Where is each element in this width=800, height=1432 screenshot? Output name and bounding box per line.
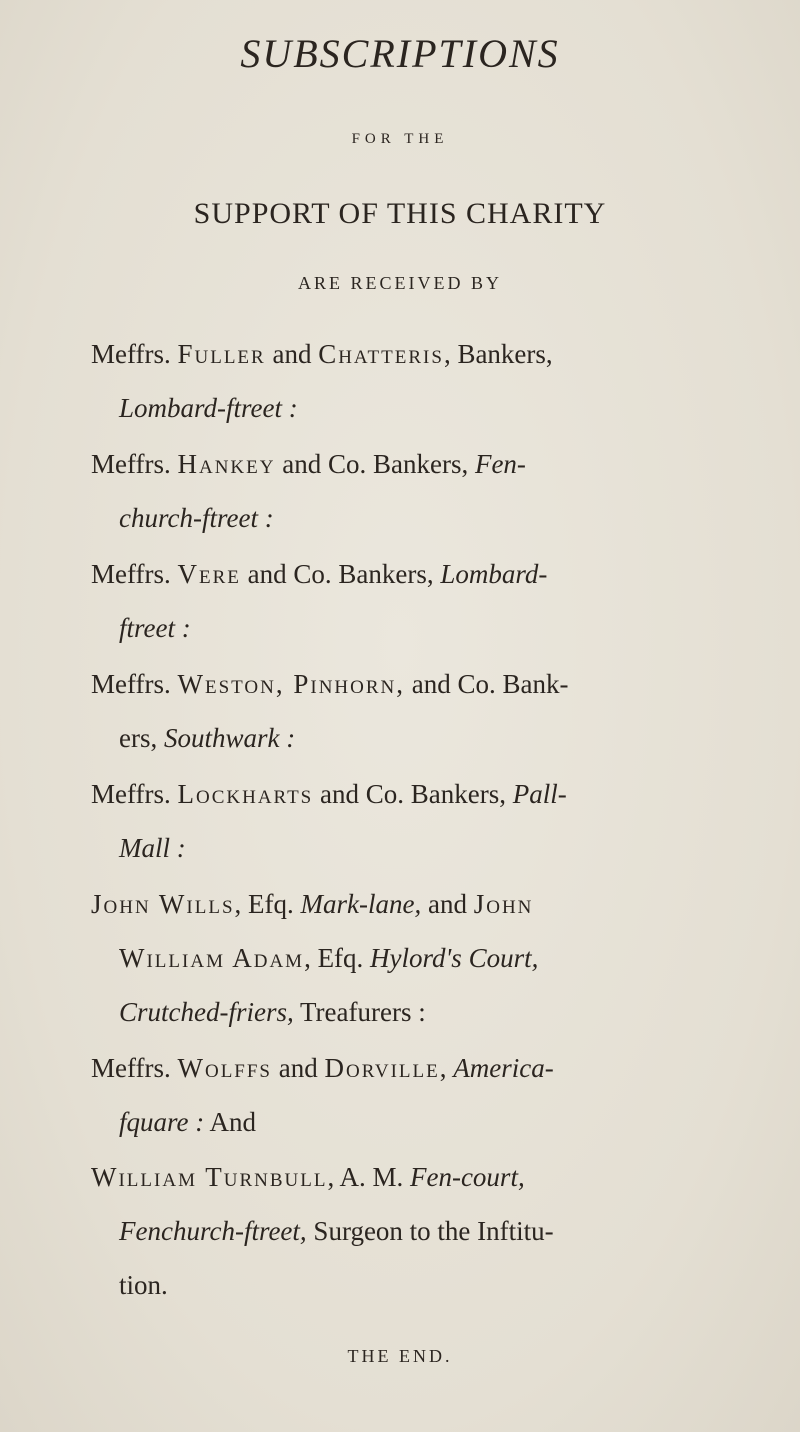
name-fuller: Fuller: [177, 339, 266, 369]
entry-turnbull-line3: tion.: [119, 1270, 168, 1300]
entry-wolffs-line2: [119, 1105, 256, 1139]
entry-wolffs-line1: [91, 1051, 554, 1085]
place-text: Lombard-: [440, 559, 548, 589]
entry-lockharts-line1: [91, 777, 567, 811]
text: and Co. Bankers,: [313, 779, 513, 809]
text: ers,: [119, 723, 164, 753]
text: , Bankers,: [443, 339, 553, 369]
name-hankey: Hankey: [177, 449, 276, 479]
text: Meffrs.: [91, 1053, 178, 1083]
title-subscriptions: SUBSCRIPTIONS: [240, 31, 560, 76]
name-weston-pinhorn: Weston, Pinhorn,: [177, 669, 405, 699]
place-text: Crutched-friers,: [119, 997, 294, 1027]
text: , A. M.: [327, 1162, 410, 1192]
entry-wills-line2: [119, 941, 538, 975]
place-text: fquare :: [119, 1107, 205, 1137]
text: Meffrs.: [91, 559, 178, 589]
name-wolffs: Wolffs: [177, 1053, 272, 1083]
entry-vere-line1: [91, 557, 547, 591]
entry-turnbull-line1: [91, 1160, 525, 1194]
entry-wills-line1: [91, 887, 533, 921]
text: And: [204, 1107, 256, 1137]
the-end: THE END.: [347, 1346, 453, 1366]
entry-fuller-line2: Lombard-ftreet :: [119, 393, 298, 423]
name-john: John: [473, 889, 534, 919]
name-vere: Vere: [177, 559, 241, 589]
place-text: Fen-: [474, 449, 526, 479]
name-william-adam: William Adam: [119, 943, 305, 973]
text: , Efq.: [234, 889, 301, 919]
text: and Co. Bank-: [405, 669, 569, 699]
entry-wills-line3: [119, 995, 426, 1029]
place-text: Fen-court,: [409, 1162, 525, 1192]
text: Meffrs.: [91, 779, 178, 809]
place-text: America-: [453, 1053, 554, 1083]
text: , Efq.: [304, 943, 371, 973]
place-text: Hylord's Court,: [370, 943, 539, 973]
text: and: [272, 1053, 325, 1083]
name-john-wills: John Wills: [91, 889, 235, 919]
text: and Co. Bankers,: [240, 559, 441, 589]
name-lockharts: Lockharts: [177, 779, 314, 809]
entry-turnbull-line2: [119, 1214, 554, 1248]
text: Meffrs.: [91, 449, 178, 479]
place-text: Pall-: [512, 779, 567, 809]
subtitle-support: SUPPORT OF THIS CHARITY: [193, 197, 607, 230]
name-dorville: Dorville: [324, 1053, 440, 1083]
text: and: [421, 889, 474, 919]
entry-fuller-line1: [91, 337, 553, 371]
text: and: [265, 339, 319, 369]
entry-hankey-line2: church-ftreet :: [119, 503, 274, 533]
name-william-turnbull: William Turnbull: [91, 1162, 328, 1192]
text: Meffrs.: [91, 669, 178, 699]
place-text: Fenchurch-ftreet,: [119, 1216, 307, 1246]
text: and Co. Bankers,: [275, 449, 475, 479]
text: Treafurers :: [293, 997, 426, 1027]
entry-vere-line2: ftreet :: [119, 613, 191, 643]
entry-weston-line2: [119, 721, 295, 755]
subtitle-for-the: FOR THE: [351, 131, 449, 147]
text: ,: [439, 1053, 454, 1083]
text: Surgeon to the Inftitu-: [306, 1216, 554, 1246]
place-text: Mark-lane,: [300, 889, 422, 919]
name-chatteris: Chatteris: [318, 339, 444, 369]
entry-weston-line1: [91, 667, 568, 701]
text: Meffrs.: [91, 339, 178, 369]
entry-lockharts-line2: Mall :: [119, 833, 186, 863]
entry-hankey-line1: [91, 447, 526, 481]
subtitle-received-by: ARE RECEIVED BY: [298, 273, 502, 293]
place-text: Southwark :: [163, 723, 296, 753]
